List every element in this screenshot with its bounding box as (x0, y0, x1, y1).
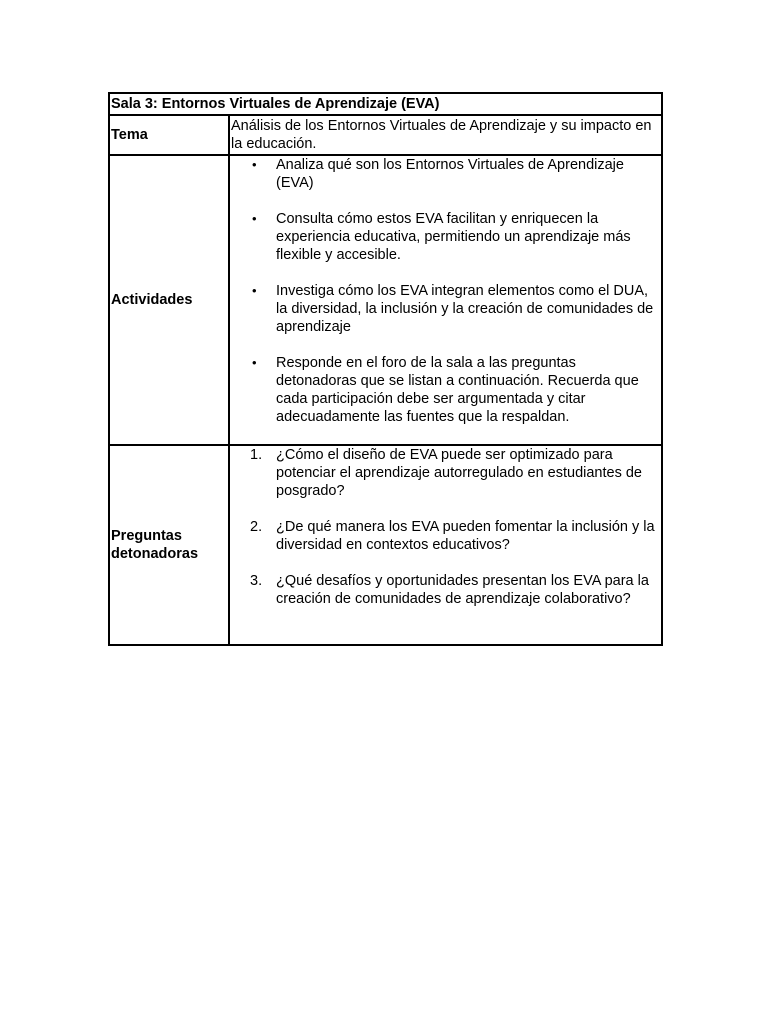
question-number: 1. (250, 447, 263, 463)
list-item (252, 210, 660, 264)
bullet-icon: • (252, 283, 257, 298)
title-row (109, 93, 662, 115)
tema-row (109, 115, 662, 155)
questions-list (231, 446, 660, 608)
activity-table (108, 92, 663, 646)
bullet-icon: • (252, 355, 257, 370)
activity-text: Investiga cómo los EVA integran elementos como el DUA, la diversidad, la inclusión y la creación de comunidades de aprendizaje (276, 283, 654, 335)
bullet-icon: • (252, 157, 257, 172)
activity-text: Consulta cómo estos EVA facilitan y enriquecen la experiencia educativa, permitiendo un aprendizaje más flexible y accesible. (276, 211, 631, 263)
question-text: ¿De qué manera los EVA pueden fomentar la inclusión y la diversidad en contextos educativos? (276, 519, 655, 553)
list-item (250, 446, 660, 500)
tema-label: Tema (109, 115, 229, 155)
list-item (252, 282, 660, 336)
list-item (250, 572, 660, 608)
preguntas-label: Preguntas detonadoras (109, 445, 229, 645)
question-number: 2. (250, 519, 263, 535)
list-item (252, 354, 660, 426)
activities-list (231, 156, 660, 426)
table-title: Sala 3: Entornos Virtuales de Aprendizaje (EVA) (109, 93, 662, 115)
tema-value: Análisis de los Entornos Virtuales de Aprendizaje y su impacto en la educación. (229, 115, 662, 155)
preguntas-content (229, 445, 662, 645)
actividades-label: Actividades (109, 155, 229, 445)
question-number: 3. (250, 573, 263, 589)
preguntas-row (109, 445, 662, 645)
bullet-icon: • (252, 211, 257, 226)
actividades-content (229, 155, 662, 445)
activity-text: Analiza qué son los Entornos Virtuales de Aprendizaje (EVA) (276, 157, 624, 191)
activity-text: Responde en el foro de la sala a las preguntas detonadoras que se listan a continuación. Recuerda que cada participación debe ser argumentada y citar adecuadamente las fuentes que la respaldan. (276, 355, 639, 425)
question-text: ¿Cómo el diseño de EVA puede ser optimizado para potenciar el aprendizaje autorregulado en estudiantes de posgrado? (276, 447, 642, 499)
actividades-row (109, 155, 662, 445)
question-text: ¿Qué desafíos y oportunidades presentan los EVA para la creación de comunidades de aprendizaje colaborativo? (276, 573, 649, 607)
list-item (252, 156, 660, 192)
list-item (250, 518, 660, 554)
